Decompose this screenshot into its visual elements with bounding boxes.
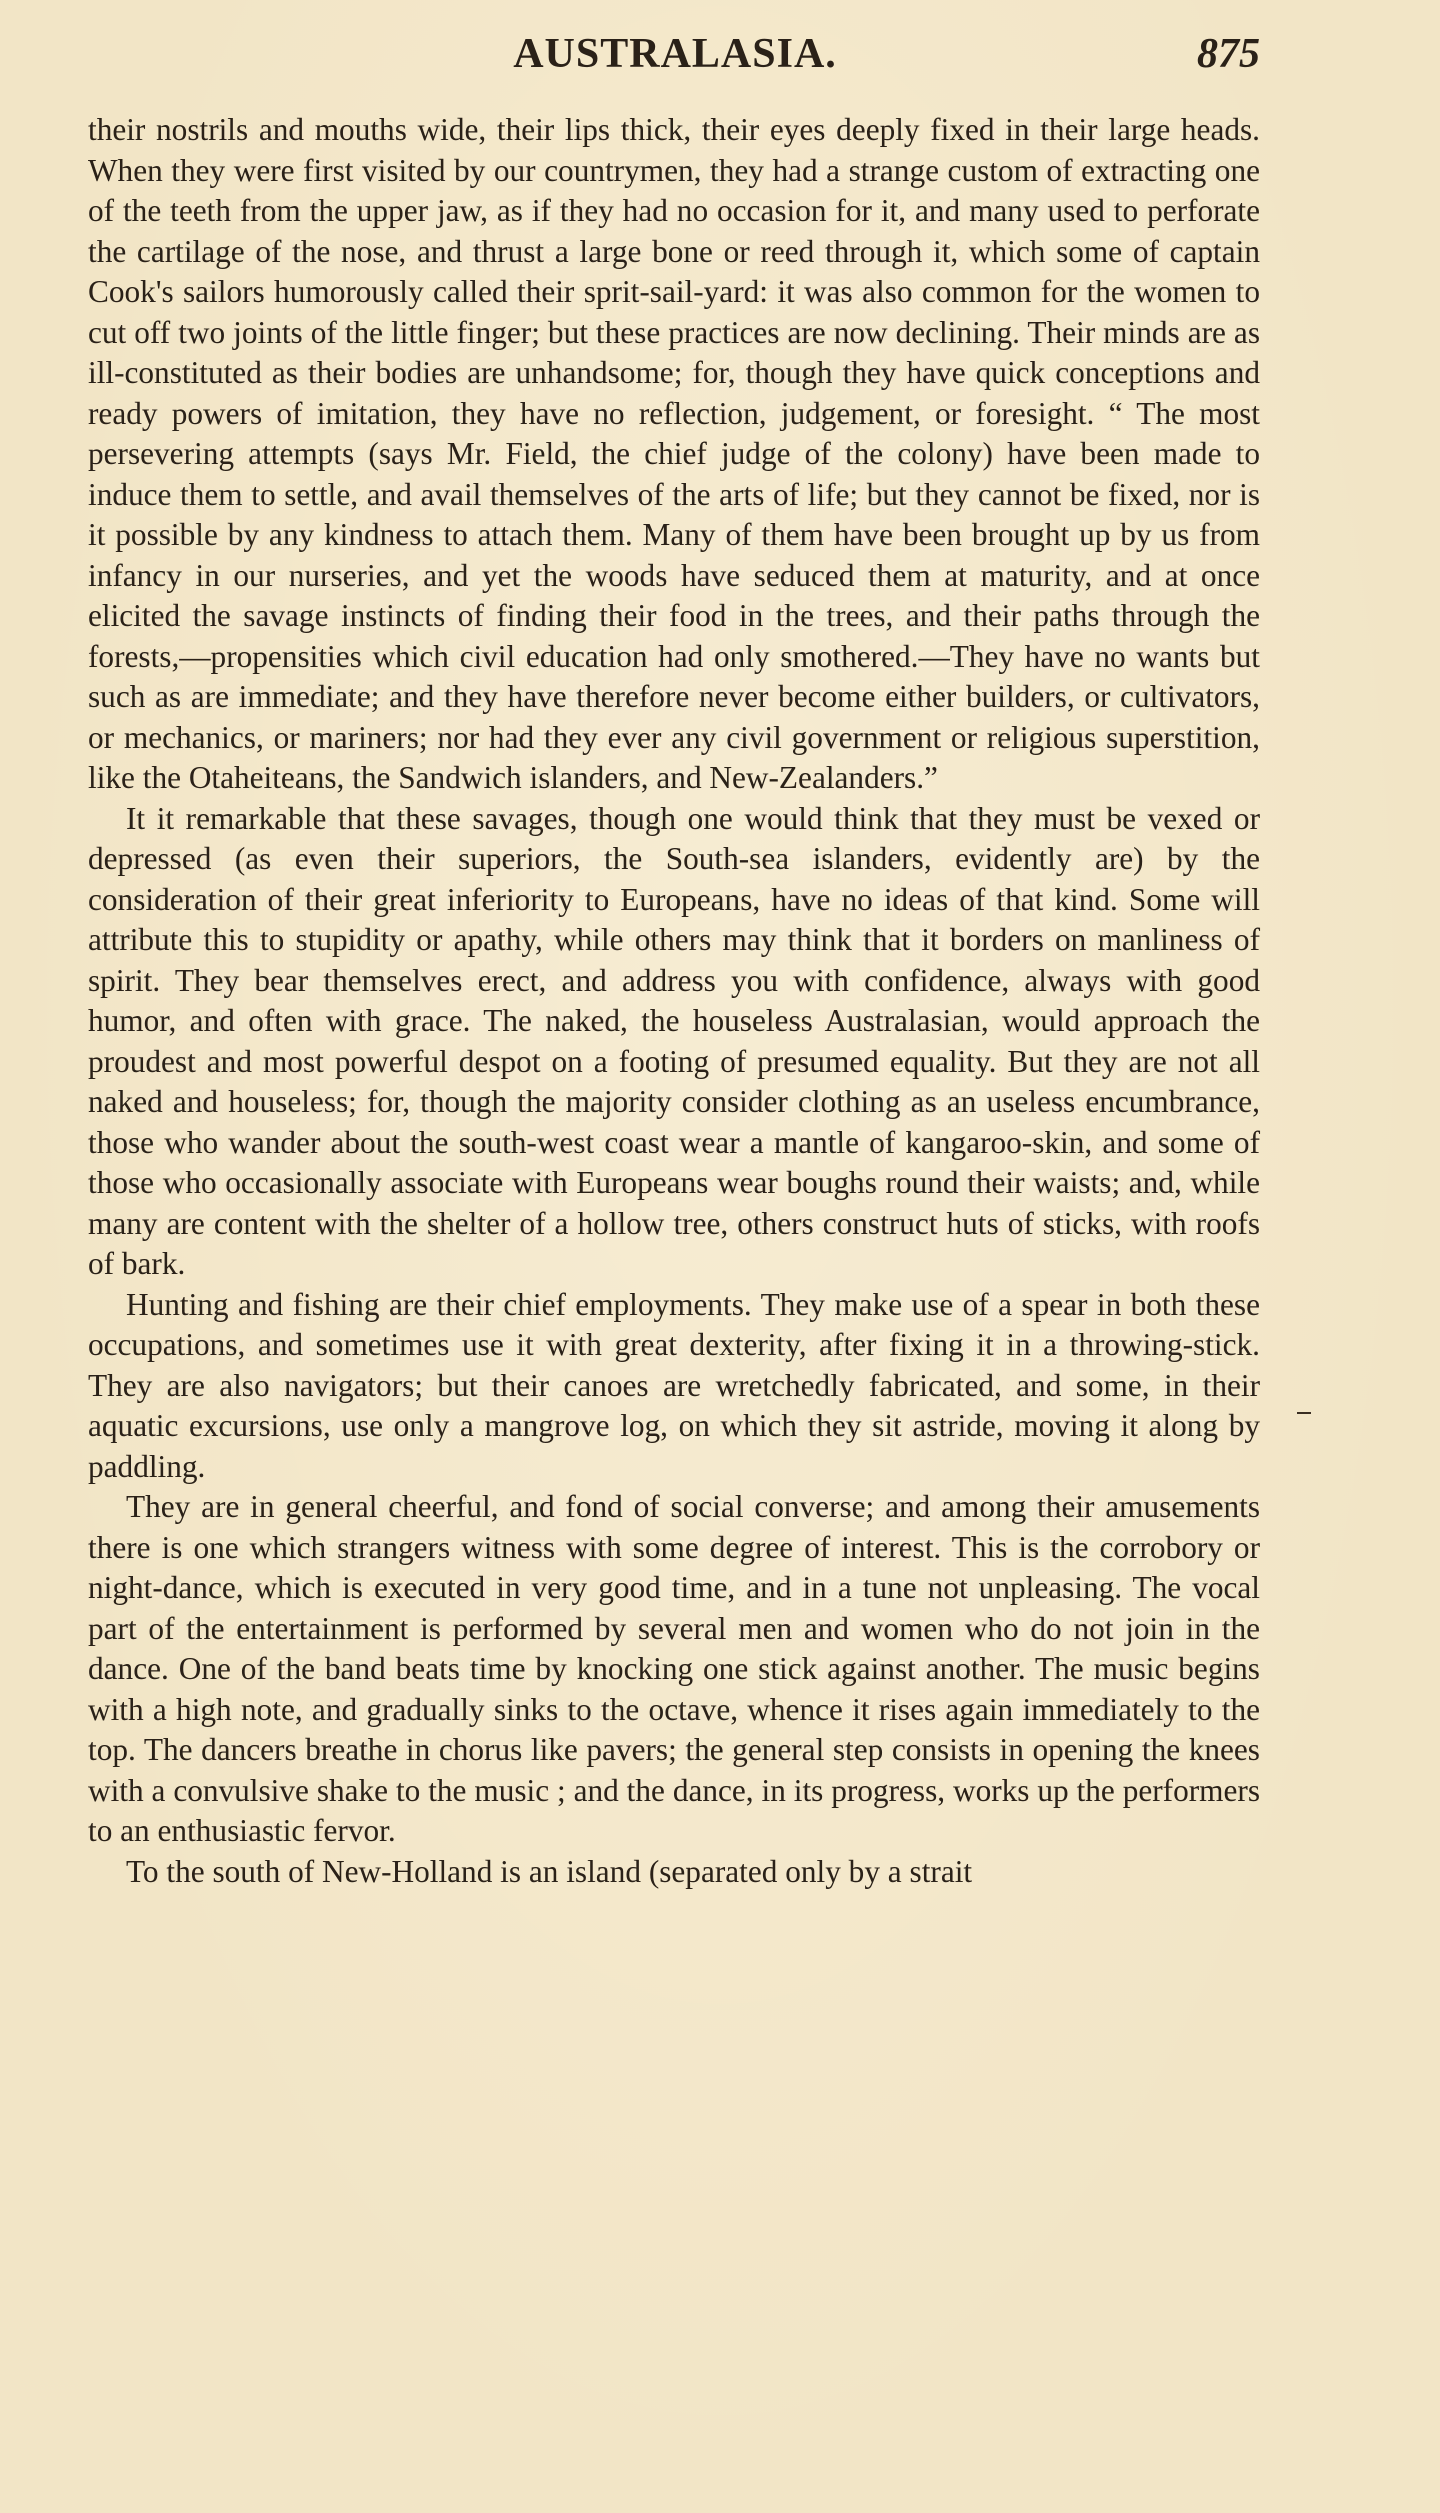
margin-mark — [1297, 1412, 1311, 1414]
page-number: 875 — [1197, 31, 1260, 77]
paragraph-4: They are in general cheerful, and fond of social converse; and among their amusements there is one which strangers witness with some degree of interest. This is the corrobory or night-dance, which is executed in very good time, and in a tune not unpleasing. The vocal part of the entertainment is performed by several men and women who do not join in the dance. One of the band beats time by knocking one stick against another. The music begins with a high note, and gradually sinks to the octave, whence it rises again immediately to the top. The dancers breathe in chorus like pavers; the general step consists in opening the knees with a convulsive shake to the music ; and the dance, in its progress, works up the performers to an enthusiastic fervor. — [88, 1489, 1260, 1848]
page-header — [90, 30, 1260, 90]
paragraph-1: their nostrils and mouths wide, their lips thick, their eyes deeply fixed in their large heads. When they were first visited by our countrymen, they had a strange custom of extracting one of the teeth from the upper jaw, as if they had no occasion for it, and many used to perforate the cartilage of the nose, and thrust a large bone or reed through it, which some of captain Cook's sailors humorously called their sprit-sail-yard: it was also common for the women to cut off two joints of the little finger; but these practices are now declining. Their minds are as ill-constituted as their bodies are unhandsome; for, though they have quick conceptions and ready powers of imitation, they have no reflection, judgement, or foresight. “ The most persevering attempts (says Mr. Field, the chief judge of the colony) have been made to induce them to settle, and avail themselves of the arts of life; but they cannot be fixed, nor is it possible by any kindness to attach them. Many of them have been brought up by us from infancy in our nurseries, and yet the woods have seduced them at maturity, and at once elicited the savage instincts of finding their food in the trees, and their paths through the forests,—propensities which civil education had only smothered.—They have no wants but such as are immediate; and they have therefore never become either builders, or cultivators, or mechanics, or mariners; nor had they ever any civil government or religious superstition, like the Otaheiteans, the Sandwich islanders, and New-Zealanders.” — [88, 112, 1260, 795]
paragraph-3: Hunting and fishing are their chief employments. They make use of a spear in both these occupations, and sometimes use it with great dexterity, after fixing it in a throwing-stick. They are also navigators; but their canoes are wretchedly fabricated, and some, in their aquatic excursions, use only a mangrove log, on which they sit astride, moving it along by paddling. — [88, 1286, 1260, 1484]
paragraph-2: It it remarkable that these savages, though one would think that they must be vexed or depressed (as even their superiors, the South-sea islanders, evidently are) by the consideration of their great inferiority to Europeans, have no ideas of that kind. Some will attribute this to stupidity or apathy, while others may think that it borders on manliness of spirit. They bear themselves erect, and address you with confidence, always with good humor, and often with grace. The naked, the houseless Australasian, would approach the proudest and most powerful despot on a footing of presumed equality. But they are not all naked and houseless; for, though the majority consider clothing as an useless encumbrance, those who wander about the south-west coast wear a mantle of kangaroo-skin, and some of those who occasionally associate with Europeans wear boughs round their waists; and, while many are content with the shelter of a hollow tree, others construct huts of sticks, with roofs of bark. — [88, 800, 1260, 1281]
body-text — [88, 110, 1260, 1892]
running-head: AUSTRALASIA. — [513, 31, 837, 77]
paragraph-5: To the south of New-Holland is an island (separated only by a strait — [126, 1853, 973, 1889]
